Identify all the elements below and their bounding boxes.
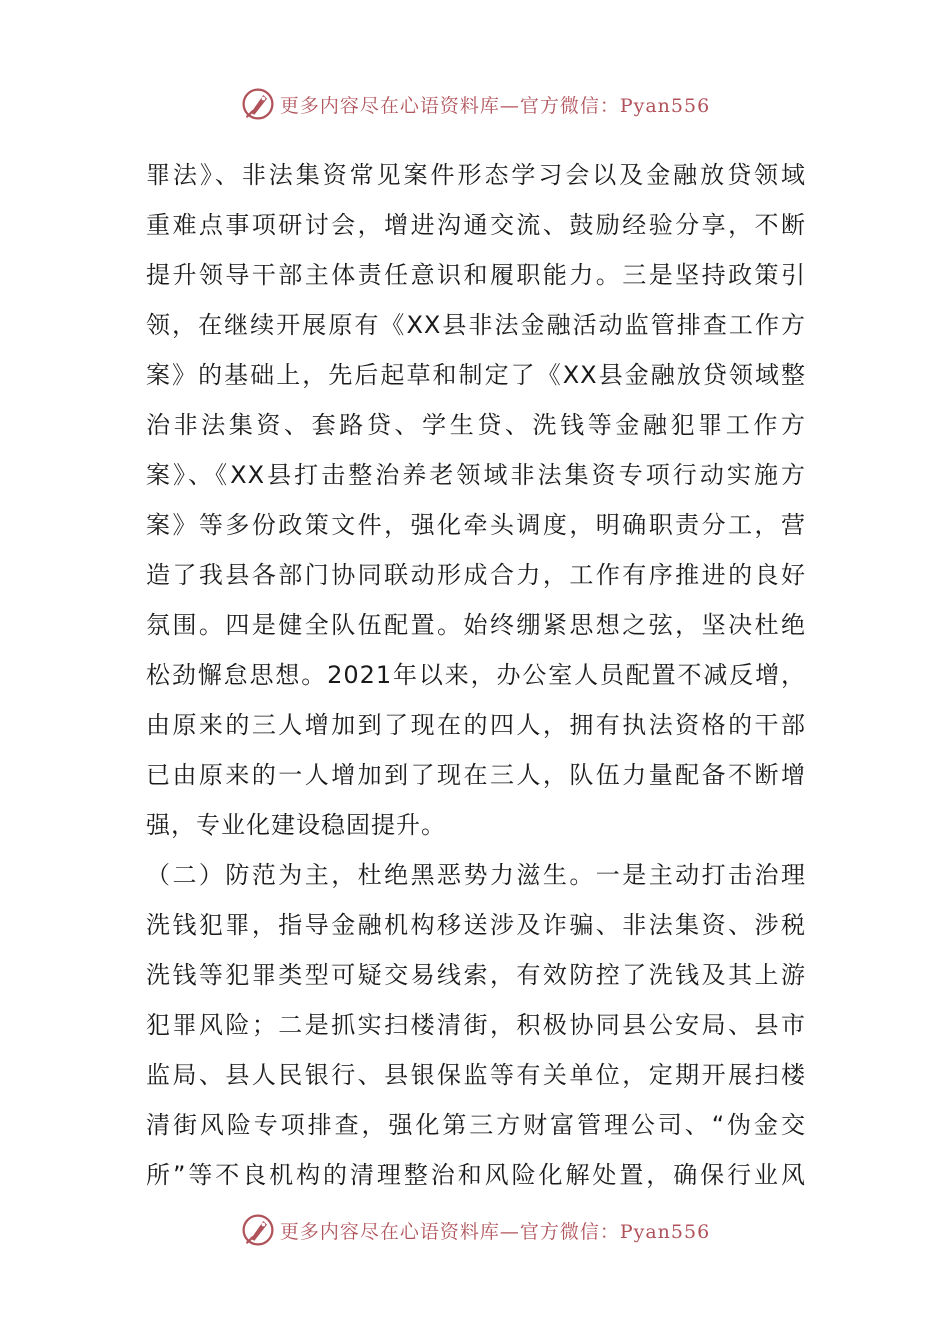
section-heading-line: （二）防范为主，杜绝黑恶势力滋生。一是主动打击治理 <box>146 861 806 889</box>
watermark-text: 更多内容尽在心语资料库—官方微信：Pyan556 <box>279 94 711 117</box>
footer-watermark <box>0 1208 950 1252</box>
watermark-text: 更多内容尽在心语资料库—官方微信：Pyan556 <box>279 1220 711 1243</box>
text-line: 案》的基础上，先后起草和制定了《XX县金融放贷领域整 <box>146 361 806 389</box>
document-body <box>146 150 806 1200</box>
text-line: 治非法集资、套路贷、学生贷、洗钱等金融犯罪工作方 <box>146 411 806 439</box>
text-line: 造了我县各部门协同联动形成合力，工作有序推进的良好 <box>146 561 806 589</box>
text-line: 洗钱犯罪，指导金融机构移送涉及诈骗、非法集资、涉税 <box>146 911 806 939</box>
text-line: 犯罪风险；二是抓实扫楼清街，积极协同县公安局、县市 <box>146 1011 806 1039</box>
text-line: 松劲懈怠思想。2021年以来，办公室人员配置不减反增， <box>146 661 806 689</box>
pen-nib-logo-icon <box>240 86 276 122</box>
pen-nib-logo-icon <box>240 1212 276 1248</box>
text-line: 罪法》、非法集资常见案件形态学习会以及金融放贷领域 <box>146 161 806 189</box>
text-line: 提升领导干部主体责任意识和履职能力。三是坚持政策引 <box>146 261 806 289</box>
text-line: 已由原来的一人增加到了现在三人，队伍力量配备不断增 <box>146 761 806 789</box>
text-line: 案》等多份政策文件，强化牵头调度，明确职责分工，营 <box>146 511 806 539</box>
text-line: 案》、《XX县打击整治养老领域非法集资专项行动实施方 <box>146 461 806 489</box>
text-line: 重难点事项研讨会，增进沟通交流、鼓励经验分享，不断 <box>146 211 806 239</box>
text-line: 监局、县人民银行、县银保监等有关单位，定期开展扫楼 <box>146 1061 806 1089</box>
text-line: 氛围。四是健全队伍配置。始终绷紧思想之弦，坚决杜绝 <box>146 611 806 639</box>
text-line: 强，专业化建设稳固提升。 <box>146 811 446 839</box>
text-line: 所”等不良机构的清理整治和风险化解处置，确保行业风 <box>146 1161 806 1189</box>
text-line: 洗钱等犯罪类型可疑交易线索，有效防控了洗钱及其上游 <box>146 961 806 989</box>
header-watermark <box>0 82 950 126</box>
text-line: 由原来的三人增加到了现在的四人，拥有执法资格的干部 <box>146 711 806 739</box>
text-line: 领，在继续开展原有《XX县非法金融活动监管排查工作方 <box>146 311 806 339</box>
text-line: 清街风险专项排查，强化第三方财富管理公司、“伪金交 <box>146 1111 806 1139</box>
